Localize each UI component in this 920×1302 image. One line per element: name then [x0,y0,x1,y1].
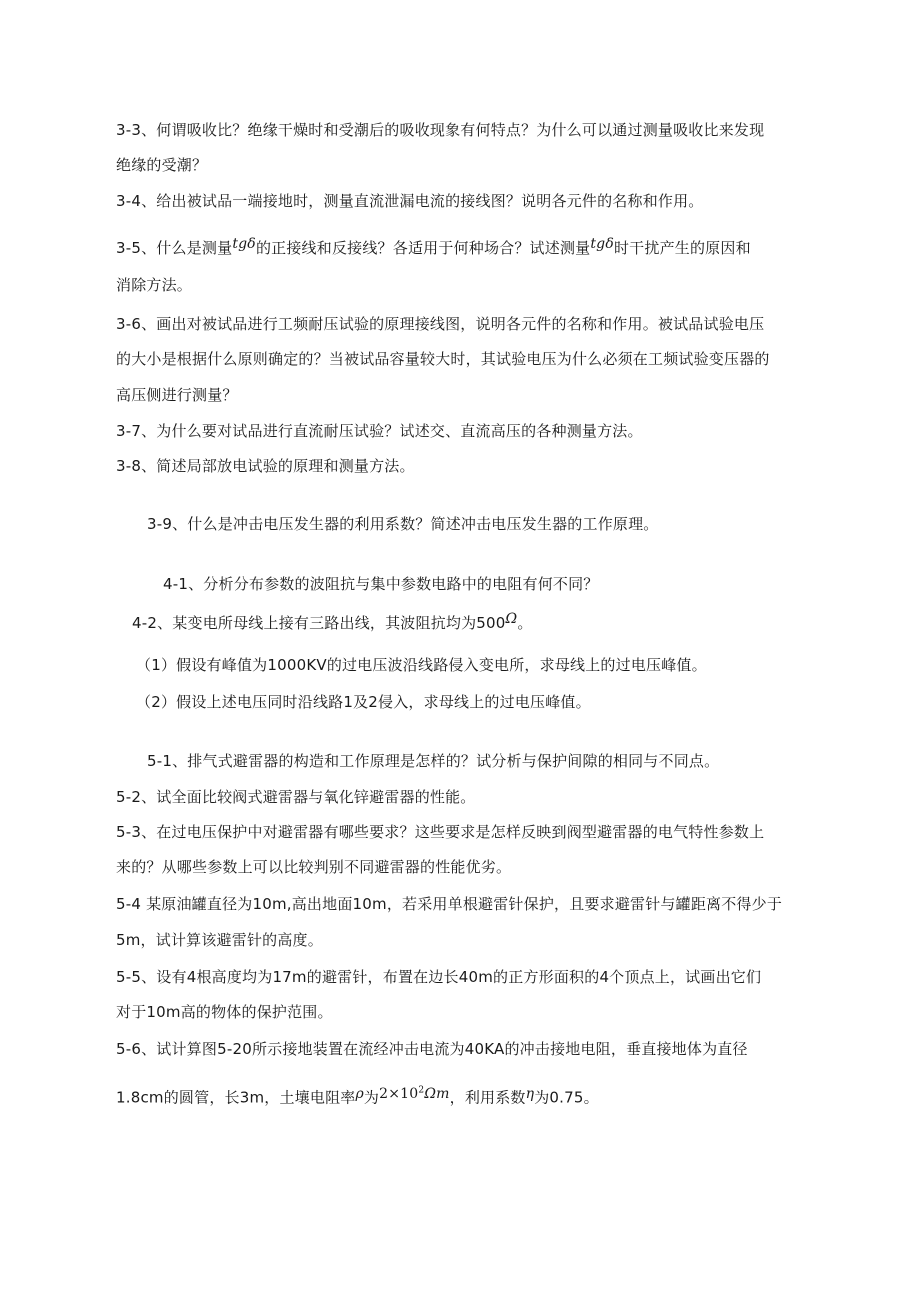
question-3-5-part-3: 时干扰产生的原因和 [613,239,751,257]
resistivity-base: 2×10 [379,1085,419,1102]
question-5-3-line-2: 来的？从哪些参数上可以比较判别不同避雷器的性能优劣。 [116,858,512,876]
resistivity-value [379,1086,450,1102]
question-4-2-sub-2: （2）假设上述电压同时沿线路1及2侵入，求母线上的过电压峰值。 [136,693,591,711]
question-5-4-line-2: 5m，试计算该避雷针的高度。 [116,931,323,949]
question-3-3-line-1: 3-3、何谓吸收比？绝缘干燥时和受潮后的吸收现象有何特点？为什么可以通过测量吸收比来发现 [116,121,765,139]
question-3-5-line-1 [116,238,816,259]
rho-symbol: ρ [355,1085,364,1102]
question-3-5-line-2: 消除方法。 [116,276,193,294]
question-5-6-part-3: ，利用系数 [449,1088,526,1107]
question-3-8: 3-8、简述局部放电试验的原理和测量方法。 [116,457,415,475]
ohm-symbol: Ω [505,611,518,627]
question-5-6-line-2 [116,1085,816,1109]
eta-symbol: η [525,1085,535,1102]
question-3-3-line-2: 绝缘的受潮？ [116,156,208,174]
question-3-6-line-2: 的大小是根据什么原则确定的？当被试品容量较大时，其试验电压为什么必须在工频试验变压器的 [116,350,770,368]
question-4-2-part-1: 4-2、某变电所母线上接有三路出线，其波阻抗均为500 [132,614,506,632]
question-5-6-part-1: 1.8cm的圆管，长3m，土壤电阻率 [116,1088,356,1107]
tg-delta-symbol: tgδ [232,236,256,252]
resistivity-exponent: 2 [418,1085,425,1095]
question-3-7: 3-7、为什么要对试品进行直流耐压试验？试述交、直流高压的各种测量方法。 [116,422,643,440]
question-3-5-part-1: 3-5、什么是测量 [116,239,233,257]
question-4-2-sub-1: （1）假设有峰值为1000KV的过电压波沿线路侵入变电所，求母线上的过电压峰值。 [136,656,707,674]
question-3-4: 3-4、给出被试品一端接地时，测量直流泄漏电流的接线图？说明各元件的名称和作用。 [116,192,704,210]
question-4-1: 4-1、分析分布参数的波阻抗与集中参数电路中的电阻有何不同？ [163,575,599,593]
question-5-6-part-2: 为 [363,1088,380,1107]
question-3-9: 3-9、什么是冲击电压发生器的利用系数？简述冲击电压发生器的工作原理。 [147,515,659,533]
question-5-2: 5-2、试全面比较阀式避雷器与氧化锌避雷器的性能。 [116,788,476,806]
question-3-6-line-1: 3-6、画出对被试品进行工频耐压试验的原理接线图，说明各元件的名称和作用。被试品试验电压 [116,315,765,333]
question-5-6-line-1: 5-6、试计算图5-20所示接地装置在流经冲击电流为40KA的冲击接地电阻，垂直接地体为直径 [116,1040,748,1058]
question-3-6-line-3: 高压侧进行测量？ [116,386,238,404]
question-5-5-line-2: 对于10m高的物体的保护范围。 [116,1003,333,1021]
tg-delta-symbol: tgδ [590,236,614,252]
question-5-5-line-1: 5-5、设有4根高度均为17m的避雷针，布置在边长40m的正方形面积的4个顶点上，试画出它们 [116,968,762,986]
question-5-1: 5-1、排气式避雷器的构造和工作原理是怎样的？试分析与保护间隙的相同与不同点。 [147,752,720,770]
question-4-2 [132,613,832,634]
question-5-6-part-4: 为0.75。 [534,1088,599,1107]
question-3-5-part-2: 的正接线和反接线？各适用于何种场合？试述测量 [255,239,591,257]
question-4-2-part-2: 。 [517,614,533,632]
resistivity-unit: Ωm [424,1085,450,1102]
question-5-3-line-1: 5-3、在过电压保护中对避雷器有哪些要求？这些要求是怎样反映到阀型避雷器的电气特性参数上 [116,823,765,841]
question-5-4-line-1: 5-4 某原油罐直径为10m,高出地面10m，若采用单根避雷针保护，且要求避雷针与罐距离不得少于 [116,895,783,913]
